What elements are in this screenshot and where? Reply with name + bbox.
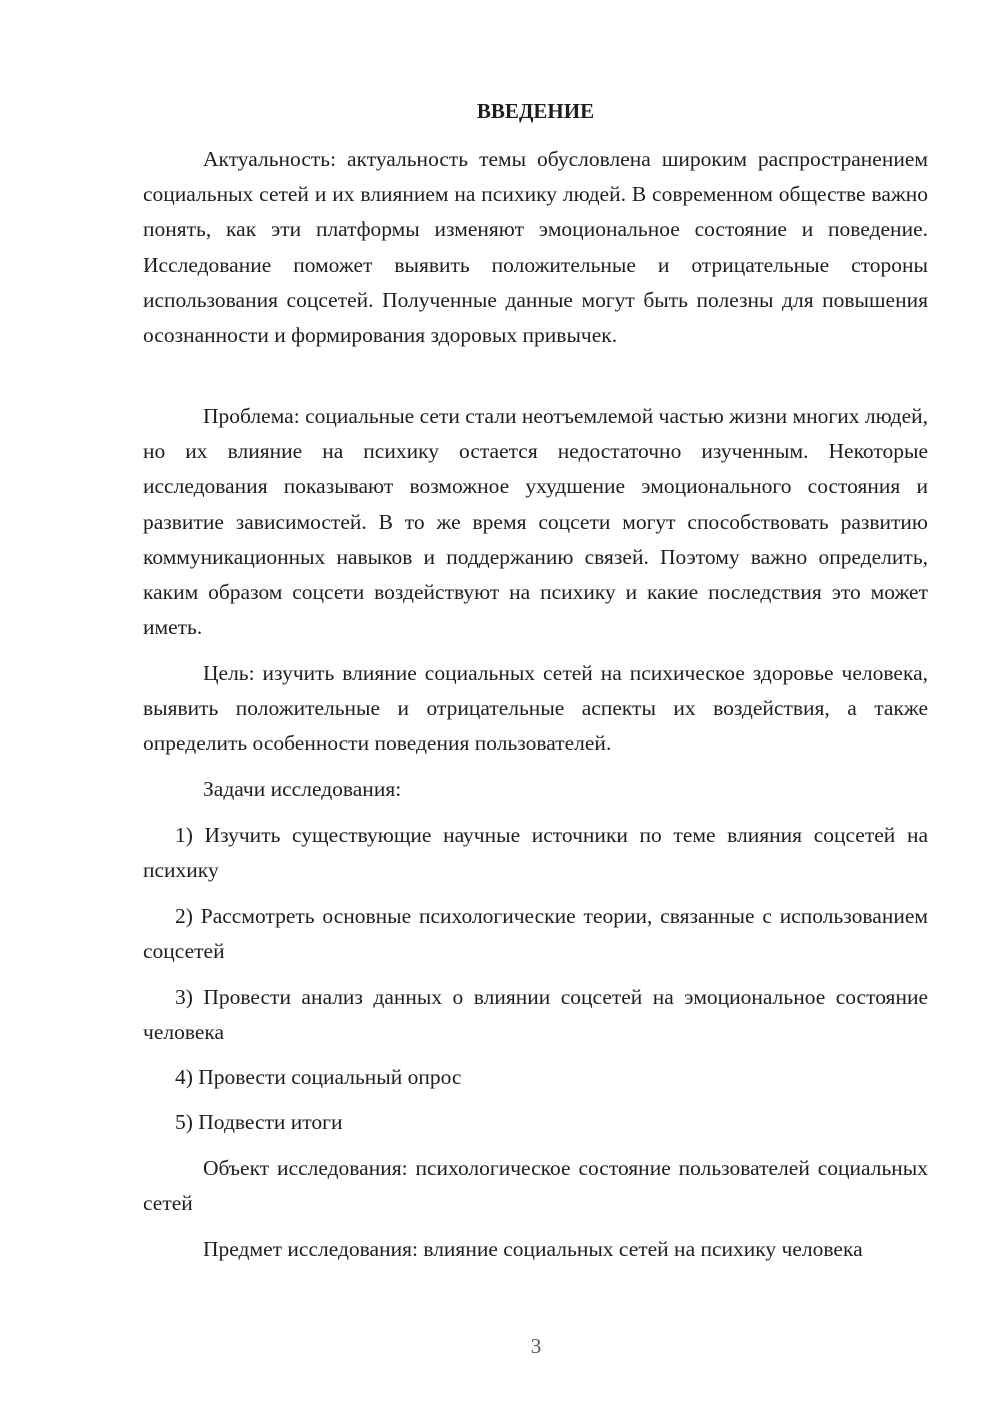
paragraph-object: Объект исследования: психологическое состояние пользователей социальных сетей (143, 1156, 928, 1216)
page-title: ВВЕДЕНИЕ (476, 99, 595, 123)
task-item-1: 1) Изучить существующие научные источники по теме влияния соцсетей на психику (143, 823, 928, 883)
paragraph-goal: Цель: изучить влияние социальных сетей на психическое здоровье человека, выявить положительные и отрицательные аспекты их воздействия, а также определить особенности поведения пользователей. (143, 661, 928, 756)
page-number: 3 (530, 1334, 542, 1358)
task-item-4: 4) Провести социальный опрос (175, 1065, 462, 1089)
paragraph-relevance: Актуальность: актуальность темы обусловлена широким распространением социальных сетей и их влиянием на психику людей. В современном обществе важно понять, как эти платформы изменяют эмоциональное состояние и поведение. Исследование поможет выявить положительные и отрицательные стороны использования соцсетей. Полученные данные могут быть полезны для повышения осознанности и формирования здоровых привычек. (143, 147, 928, 348)
task-item-2: 2) Рассмотреть основные психологические теории, связанные с использованием соцсетей (143, 904, 928, 964)
tasks-heading: Задачи исследования: (203, 777, 402, 801)
paragraph-subject: Предмет исследования: влияние социальных сетей на психику человека (203, 1237, 863, 1261)
task-item-3: 3) Провести анализ данных о влиянии соцсетей на эмоциональное состояние человека (143, 985, 928, 1045)
paragraph-problem: Проблема: социальные сети стали неотъемлемой частью жизни многих людей, но их влияние на психику остается недостаточно изученным. Некоторые исследования показывают возможное ухудшение эмоционального состояния и развитие зависимостей. В то же время соцсети могут способствовать развитию коммуникационных навыков и поддержанию связей. Поэтому важно определить, каким образом соцсети воздействуют на психику и какие последствия это может иметь. (143, 404, 928, 640)
task-item-5: 5) Подвести итоги (175, 1110, 343, 1134)
